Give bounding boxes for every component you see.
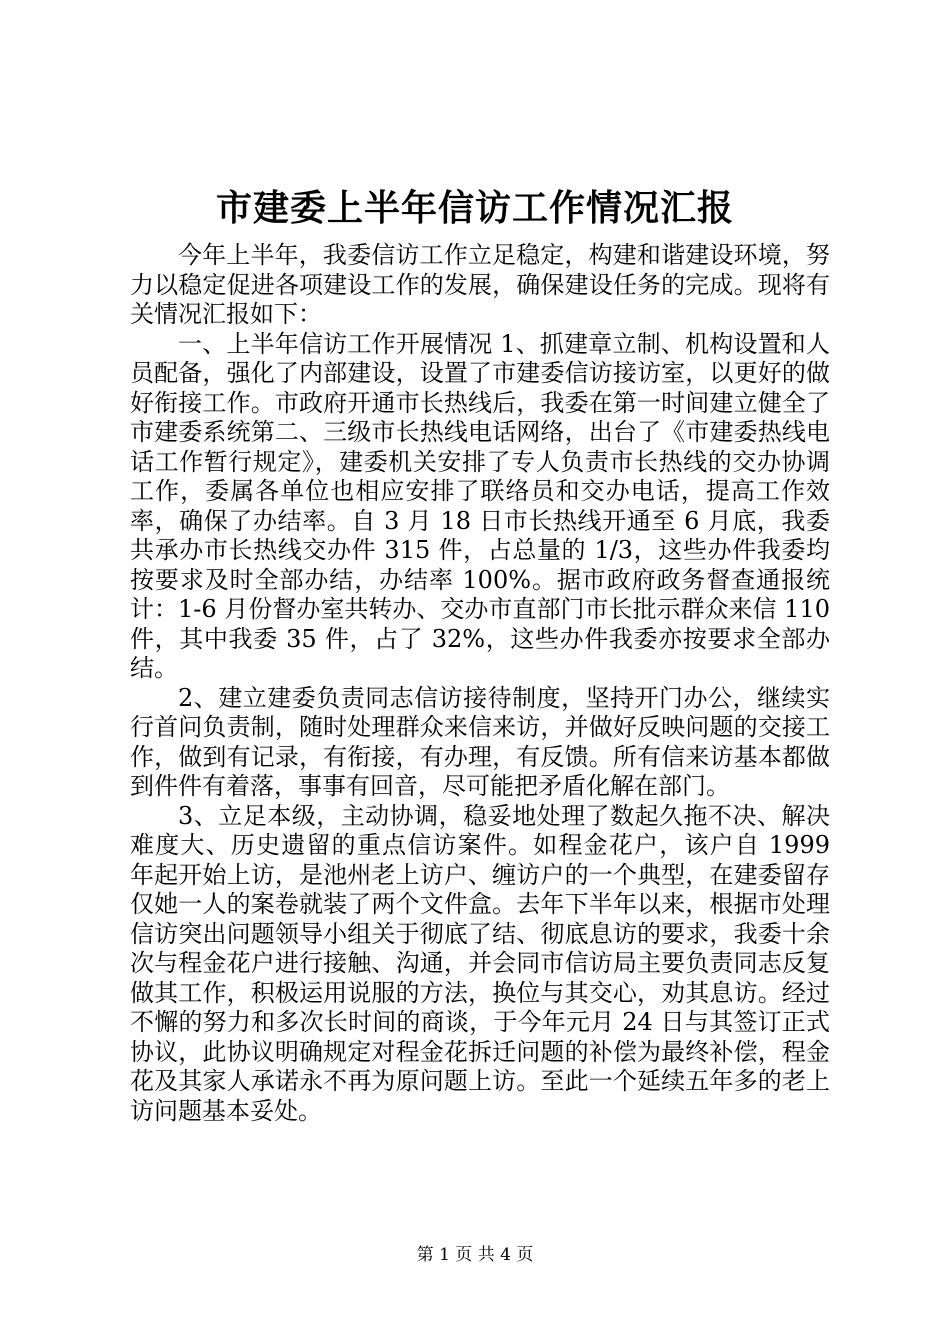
paragraph-item-two: 2、建立建委负责同志信访接待制度，坚持开门办公，继续实行首问负责制，随时处理群众来信来访，并做好反映问题的交接工作，做到有记录，有衔接，有办理，有反馈。所有信来访基本都做到件件有着落，事事有回音，尽可能把矛盾化解在部门。 (130, 683, 830, 800)
document-body (130, 241, 830, 1126)
paragraph-item-three: 3、立足本级，主动协调，稳妥地处理了数起久拖不决、解决难度大、历史遗留的重点信访案件。如程金花户，该户自 1999 年起开始上访，是池州老上访户、缠访户的一个典型，在建委留存仅她一人的案卷就装了两个文件盒。去年下半年以来，根据市处理信访突出问题领导小组关于彻底了结、彻底息访的要求，我委十余次与程金花户进行接触、沟通，并会同市信访局主要负责同志反复做其工作，积极运用说服的方法，换位与其交心，劝其息访。经过不懈的努力和多次长时间的商谈，于今年元月 24 日与其签订正式协议，此协议明确规定对程金花拆迁问题的补偿为最终补偿，程金花及其家人承诺永不再为原问题上访。至此一个延续五年多的老上访问题基本妥处。 (130, 801, 830, 1125)
page-footer: 第 1 页 共 4 页 (416, 1245, 534, 1265)
paragraph-intro: 今年上半年，我委信访工作立足稳定，构建和谐建设环境，努力以稳定促进各项建设工作的发展，确保建设任务的完成。现将有关情况汇报如下： (130, 241, 830, 328)
document-title: 市建委上半年信访工作情况汇报 (215, 187, 734, 229)
paragraph-section-one: 一、上半年信访工作开展情况 1、抓建章立制、机构设置和人员配备，强化了内部建设，设置了市建委信访接访室，以更好的做好衔接工作。市政府开通市长热线后，我委在第一时间建立健全了市建委系统第二、三级市长热线电话网络，出台了《市建委热线电话工作暂行规定》，建委机关安排了专人负责市长热线的交办协调工作，委属各单位也相应安排了联络员和交办电话，提高工作效率，确保了办结率。自 3 月 18 日市长热线开通至 6 月底，我委共承办市长热线交办件 315 件，占总量的 1/3，这些办件我委均按要求及时全部办结，办结率 100%。据市政府政务督查通报统计：1-6 月份督办室共转办、交办市直部门市长批示群众来信 110 件，其中我委 35 件，占了 32%，这些办件我委亦按要求全部办结。 (130, 329, 830, 682)
